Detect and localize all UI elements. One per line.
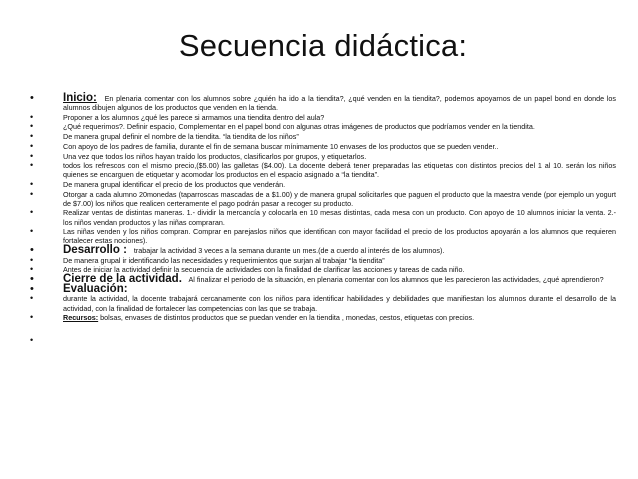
list-item-text: ¿Qué requerimos?. Definir espacio, Complementar en el papel bond con algunas otras imágenes de productos que podríamos vender en la tiendita.	[63, 122, 535, 132]
list-item	[30, 208, 616, 226]
list-item-text: Las niñas venden y los niños compran. Comprar en parejaslos niños que identifican con mayor facilidad el precio de los productos apoyarán a los alumnos que requieren fortalecer estas nociones).	[63, 227, 616, 246]
list-item-text: Otorgar a cada alumno 20monedas (taparroscas mascadas de a $1.00) y de manera grupal solicitarles que paguen el producto que la maestra vende (por ejemplo un yogurt de $7.00) los niños que realicen certeramente el pago podrán pasar a recoger su producto.	[63, 189, 616, 208]
bullet-icon: •	[30, 312, 34, 323]
list-item-text: De manera grupal identificar el precio de los productos que venderán.	[63, 180, 286, 189]
slide-title: Secuencia didáctica:	[178, 28, 468, 63]
list-item-text: Antes de iniciar la actividad definir la secuencia de actividades con la finalidad de clarificar las acciones y tareas de cada niño.	[63, 265, 465, 275]
list-item	[30, 180, 616, 189]
cierre-text: Al finalizar el periodo de la situación, en plenaria comentar con los alumnos que les parecieron las actividades, ¿qué aprendieron?	[188, 275, 604, 285]
list-item-recursos	[30, 313, 616, 322]
list-item	[30, 294, 616, 312]
list-item-evaluacion	[30, 282, 616, 295]
bullet-icon: •	[30, 111, 34, 122]
cierre-heading: Cierre de la actividad.	[63, 273, 182, 286]
list-item	[30, 122, 616, 131]
list-item-text: Con apoyo de los padres de familia, durante el fin de semana buscar mínimamente 10 envases de los productos que se pueden vender..	[63, 141, 499, 151]
list-item	[30, 152, 616, 161]
bullet-icon: •	[30, 282, 34, 295]
list-item	[30, 161, 616, 179]
bullet-icon: •	[30, 264, 34, 275]
list-item-text: todos los refrescos con el mismo precio,($5.00) las galletas ($4.00). La docente deberá tener preparadas las etiquetas con distintos precios del 1 al 10. serán los niños quienes se encarguen de etiquetar y acomodar los productos en el espacio asignado a “la tiendita”.	[63, 161, 616, 180]
list-item-text: Proponer a los alumnos ¿qué les parece si armamos una tiendita dentro del aula?	[63, 112, 325, 122]
list-item	[30, 132, 616, 141]
bullet-icon: •	[30, 226, 34, 237]
list-item	[30, 227, 616, 245]
list-item-empty	[30, 336, 616, 345]
list-item-text: durante la actividad, la docente trabajará cercanamente con los niños para identificar habilidades y debilidades que manifiestan los alumnos durante el desarrollo de la actividad, con la finalidad de fortalecer las competencias con las que se trabaja.	[63, 294, 616, 313]
bullet-icon: •	[30, 121, 34, 132]
list-item-desarrollo	[30, 246, 616, 255]
evaluacion-heading: Evaluación:	[63, 282, 128, 295]
bullet-icon: •	[30, 207, 34, 218]
list-item-text: De manera grupal ir identificando las necesidades y requerimientos que surjan al trabajar “la tiendita”	[63, 255, 385, 265]
bullet-list	[30, 94, 616, 345]
recursos-text: bolsas, envases de distintos productos que se puedan vender en la tiendita , monedas, cestos, etiquetas con precios.	[100, 313, 475, 323]
list-item	[30, 142, 616, 151]
list-item	[30, 113, 616, 122]
list-item	[30, 256, 616, 265]
bullet-icon: •	[30, 140, 34, 151]
inicio-heading: Inicio:	[63, 92, 97, 104]
bullet-icon: •	[30, 160, 34, 171]
desarrollo-heading: Desarrollo :	[63, 244, 127, 257]
bullet-icon: •	[30, 131, 34, 142]
list-item-text: De manera grupal definir el nombre de la tiendita. “la tiendita de los niños”	[63, 132, 299, 142]
list-item-text: Una vez que todos los niños hayan traído los productos, clasificarlos por grupos, y etiquetarlos.	[63, 151, 367, 161]
bullet-icon: •	[30, 293, 34, 304]
list-item-text: Realizar ventas de distintas maneras. 1.- dividir la mercancía y colocarla en 10 mesas distintas, cada mesa con un producto. Con apoyo de 10 alumnos iniciar la venta. 2.- los niños vendan productos y las niñas compraran.	[63, 208, 616, 227]
desarrollo-text: trabajar la actividad 3 veces a la semana durante un mes.(de a cuerdo al interés de los alumnos).	[133, 246, 445, 256]
list-item-inicio	[30, 94, 616, 112]
bullet-icon: •	[30, 273, 34, 286]
bullet-icon: •	[30, 254, 34, 265]
bullet-icon: •	[30, 150, 34, 161]
bullet-icon: •	[30, 92, 34, 104]
inicio-text: En plenaria comentar con los alumnos sobre ¿quién ha ido a la tiendita?, ¿qué venden en la tiendita?, podemos apoyarnos de un papel bond en donde los alumnos dibujen algunos de los productos que venden en la tienda.	[63, 94, 616, 113]
recursos-heading: Recursos:	[63, 313, 99, 323]
bullet-icon: •	[30, 244, 34, 257]
bullet-icon: •	[30, 179, 34, 189]
list-item	[30, 190, 616, 208]
bullet-icon: •	[30, 335, 34, 346]
bullet-icon: •	[30, 188, 34, 199]
